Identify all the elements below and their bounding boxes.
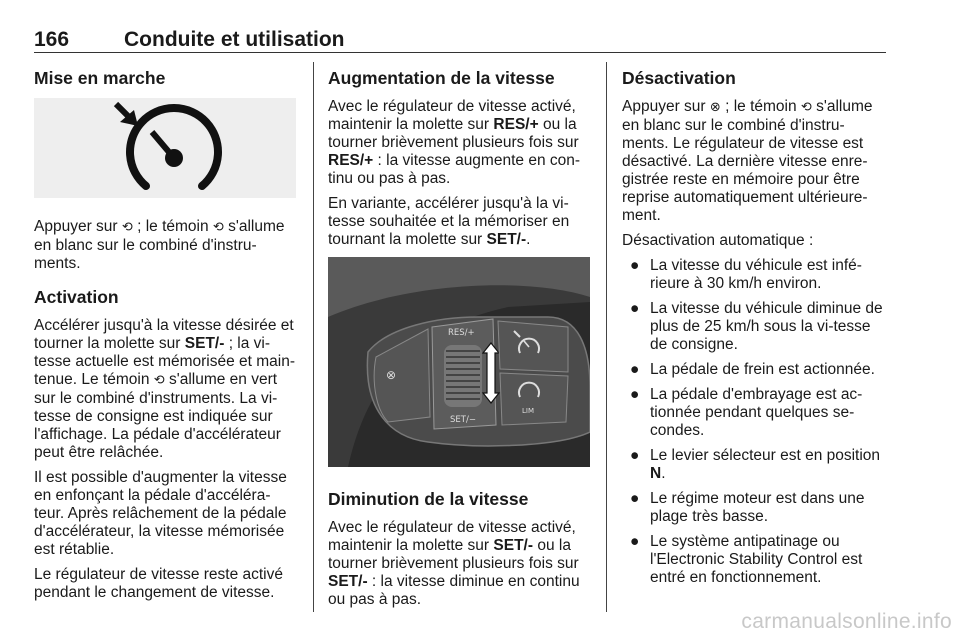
cruise-control-glyph-icon: ⟲	[121, 220, 133, 235]
list-item: ● Le régime moteur est dans une plage très basse.	[630, 490, 865, 525]
cruise-control-glyph-icon: ⟲	[153, 373, 165, 388]
paragraph-variante: En variante, accélérer jusqu'à la vi-tesse souhaitée et la mémoriser en tournant la molette sur SET/-.	[328, 195, 570, 248]
cruise-control-figure	[34, 98, 296, 198]
cancel-icon: ⊗	[386, 368, 397, 382]
paragraph-activation: Accélérer jusqu'à la vitesse désirée et tourner la molette sur SET/- ; la vi-tesse actuelle est mémorisée et main-tenue. Le témoin ⟲ s'allume en vert sur le combiné d'instruments. La vi-tesse de consigne est indiquée sur l'affichage. La pédale d'accélérateur peut être relâchée.	[34, 317, 296, 461]
chapter-title: Conduite et utilisation	[124, 28, 345, 51]
paragraph-gear-change: Le régulateur de vitesse reste activé pendant le changement de vitesse.	[34, 566, 283, 601]
steering-wheel-controls-illustration	[328, 257, 590, 467]
section-title-activation: Activation	[34, 287, 119, 307]
paragraph-accelerate: Il est possible d'augmenter la vitesse en enfonçant la pédale d'accéléra-teur. Après relâchement de la pédale d'accélérateur, la vitesse mémorisée est rétablie.	[34, 469, 287, 558]
bullet-icon: ●	[630, 447, 640, 464]
column-1	[34, 62, 300, 609]
section-title-desactivation: Désactivation	[622, 68, 736, 88]
section-title-mise-en-marche: Mise en marche	[34, 68, 166, 88]
steering-wheel-photo	[328, 257, 590, 467]
list-item: ● La vitesse du véhicule diminue de plus de 25 km/h sous la vi-tesse de consigne.	[630, 300, 883, 353]
bullet-icon: ●	[630, 361, 640, 378]
paragraph-mise-en-marche: Appuyer sur ⟲ ; le témoin ⟲ s'allume en blanc sur le combiné d'instru-ments.	[34, 218, 285, 272]
column-divider-1	[313, 62, 314, 612]
cruise-control-glyph-icon: ⟲	[800, 100, 812, 115]
list-item: ● Le levier sélecteur est en position N.	[630, 447, 881, 482]
res-plus-label: RES/+	[448, 328, 475, 338]
section-title-augmentation: Augmentation de la vitesse	[328, 68, 555, 88]
lim-label: LIM	[522, 407, 535, 415]
paragraph-diminution: Avec le régulateur de vitesse activé, maintenir la molette sur SET/- ou la tourner brièvement plusieurs fois sur SET/- : la vitesse diminue en continu ou pas à pas.	[328, 519, 580, 608]
list-item: ● La pédale d'embrayage est ac-tionnée pendant quelques se-condes.	[630, 386, 863, 439]
cruise-control-icon	[34, 98, 296, 198]
cancel-glyph-icon: ⊗	[709, 100, 721, 115]
paragraph-augmentation: Avec le régulateur de vitesse activé, maintenir la molette sur RES/+ ou la tourner brièvement plusieurs fois sur RES/+ : la vitesse augmente en con-tinu ou pas à pas.	[328, 98, 581, 187]
bullet-icon: ●	[630, 300, 640, 317]
list-item: ● La vitesse du véhicule est infé-rieure à 30 km/h environ.	[630, 257, 862, 292]
auto-deactivation-label: Désactivation automatique :	[622, 232, 814, 249]
column-3	[622, 62, 888, 594]
bullet-icon: ●	[630, 386, 640, 403]
auto-deactivation-list	[622, 257, 888, 587]
bullet-icon: ●	[630, 490, 640, 507]
bullet-icon: ●	[630, 533, 640, 550]
watermark: carmanualsonline.info	[741, 610, 952, 633]
page-header	[34, 28, 886, 52]
list-item: ● La pédale de frein est actionnée.	[630, 361, 875, 378]
section-title-diminution: Diminution de la vitesse	[328, 489, 529, 509]
paragraph-desactivation: Appuyer sur ⊗ ; le témoin ⟲ s'allume en blanc sur le combiné d'instru-ments. Le régulateur de vitesse est désactivé. La dernière vitesse enre-gistrée reste en mémoire pour être reprise automatiquement ultérieure-ment.	[622, 98, 873, 224]
page-number: 166	[34, 28, 70, 51]
column-2	[328, 62, 592, 616]
header-rule	[34, 52, 886, 53]
bullet-icon: ●	[630, 257, 640, 274]
column-divider-2	[606, 62, 607, 612]
cruise-control-glyph-icon: ⟲	[212, 220, 224, 235]
list-item: ● Le système antipatinage ou l'Electronic Stability Control est entré en fonctionnement.	[630, 533, 863, 586]
set-minus-label: SET/−	[450, 415, 476, 425]
